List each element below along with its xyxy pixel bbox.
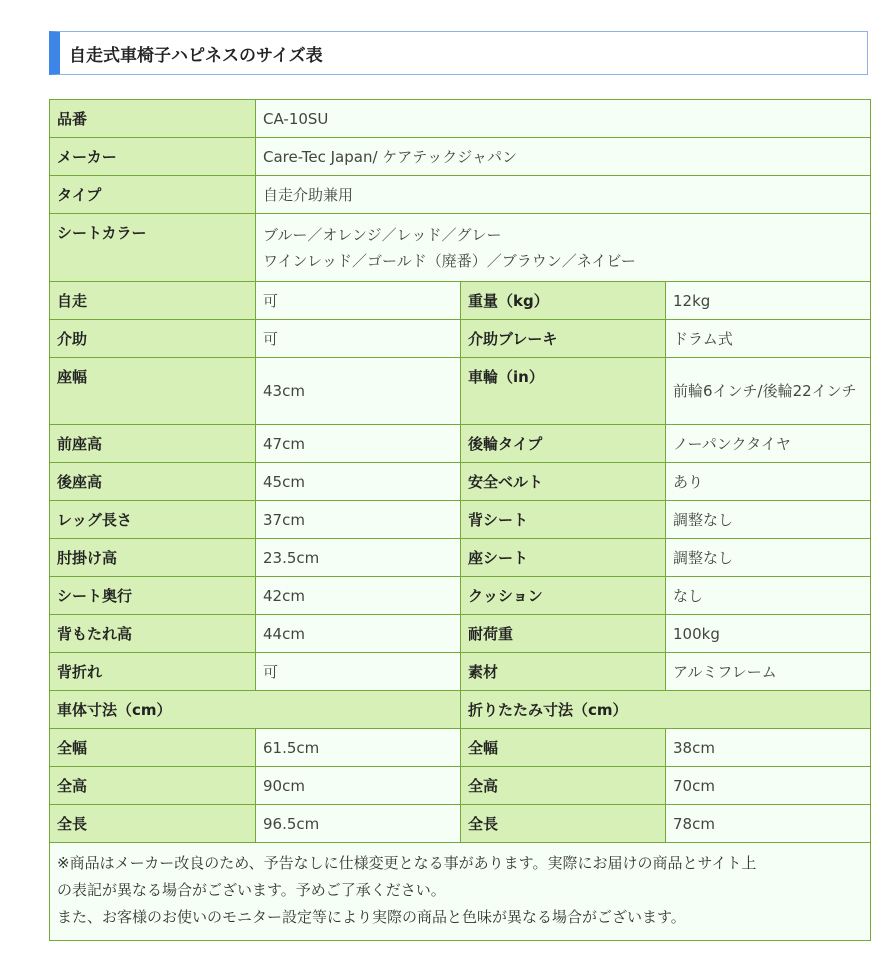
row-value: ノーパンクタイヤ bbox=[666, 425, 871, 463]
row-value: 61.5cm bbox=[256, 729, 461, 767]
row-label: レッグ長さ bbox=[50, 501, 256, 539]
row-value: 47cm bbox=[256, 425, 461, 463]
row-label: 自走 bbox=[50, 282, 256, 320]
notes-cell bbox=[50, 843, 871, 941]
row-value: 自走介助兼用 bbox=[256, 176, 871, 214]
row-value: 42cm bbox=[256, 577, 461, 615]
row-value: 調整なし bbox=[666, 501, 871, 539]
row-value: Care-Tec Japan/ ケアテックジャパン bbox=[256, 138, 871, 176]
row-value: ドラム式 bbox=[666, 320, 871, 358]
folded-dimension-header: 折りたたみ寸法（cm） bbox=[461, 691, 871, 729]
table-row bbox=[50, 463, 871, 501]
row-value: 37cm bbox=[256, 501, 461, 539]
row-label: 素材 bbox=[461, 653, 666, 691]
table-row bbox=[50, 729, 871, 767]
row-label: 前座高 bbox=[50, 425, 256, 463]
row-value: CA-10SU bbox=[256, 100, 871, 138]
table-row bbox=[50, 138, 871, 176]
row-label: 後輪タイプ bbox=[461, 425, 666, 463]
row-value: 可 bbox=[256, 282, 461, 320]
row-value: 23.5cm bbox=[256, 539, 461, 577]
table-row bbox=[50, 282, 871, 320]
table-row bbox=[50, 767, 871, 805]
row-label: シート奥行 bbox=[50, 577, 256, 615]
row-value: 38cm bbox=[666, 729, 871, 767]
row-value: 100kg bbox=[666, 615, 871, 653]
row-label: 肘掛け高 bbox=[50, 539, 256, 577]
row-label: 介助 bbox=[50, 320, 256, 358]
row-value: 96.5cm bbox=[256, 805, 461, 843]
size-table bbox=[49, 99, 871, 941]
row-label: 介助ブレーキ bbox=[461, 320, 666, 358]
table-row bbox=[50, 805, 871, 843]
row-label: シートカラー bbox=[50, 214, 256, 282]
row-label: クッション bbox=[461, 577, 666, 615]
table-row bbox=[50, 539, 871, 577]
row-value: 44cm bbox=[256, 615, 461, 653]
table-row bbox=[50, 615, 871, 653]
row-value: 調整なし bbox=[666, 539, 871, 577]
table-row bbox=[50, 501, 871, 539]
row-value: 前輪6インチ/後輪22インチ bbox=[666, 358, 871, 425]
row-label: 重量（kg） bbox=[461, 282, 666, 320]
row-label: 背折れ bbox=[50, 653, 256, 691]
table-row bbox=[50, 100, 871, 138]
table-row bbox=[50, 214, 871, 282]
table-row bbox=[50, 176, 871, 214]
row-label: 後座高 bbox=[50, 463, 256, 501]
row-value: 45cm bbox=[256, 463, 461, 501]
row-label: 全幅 bbox=[50, 729, 256, 767]
seat-color-line: ワインレッド／ゴールド（廃番）／ブラウン／ネイビー bbox=[263, 251, 636, 270]
table-row bbox=[50, 320, 871, 358]
row-label: 背シート bbox=[461, 501, 666, 539]
row-value: なし bbox=[666, 577, 871, 615]
table-row bbox=[50, 577, 871, 615]
row-value: 12kg bbox=[666, 282, 871, 320]
row-value: あり bbox=[666, 463, 871, 501]
dimension-header-row bbox=[50, 691, 871, 729]
row-label: 全長 bbox=[50, 805, 256, 843]
row-label: 全幅 bbox=[461, 729, 666, 767]
row-value: 可 bbox=[256, 320, 461, 358]
page-title: 自走式車椅子ハピネスのサイズ表 bbox=[49, 31, 868, 75]
note-line: また、お客様のお使いのモニター設定等により実際の商品と色味が異なる場合がございます。 bbox=[57, 908, 686, 926]
row-label: 車輪（in） bbox=[461, 358, 666, 425]
row-label: 全長 bbox=[461, 805, 666, 843]
table-row bbox=[50, 425, 871, 463]
row-value: 90cm bbox=[256, 767, 461, 805]
note-line: の表記が異なる場合がございます。予めご了承ください。 bbox=[57, 881, 446, 899]
row-label: 座シート bbox=[461, 539, 666, 577]
table-row bbox=[50, 653, 871, 691]
table-row bbox=[50, 358, 871, 425]
row-label: 品番 bbox=[50, 100, 256, 138]
notes-row bbox=[50, 843, 871, 941]
row-value: 70cm bbox=[666, 767, 871, 805]
row-label: 耐荷重 bbox=[461, 615, 666, 653]
note-line: ※商品はメーカー改良のため、予告なしに仕様変更となる事があります。実際にお届けの商品とサイト上 bbox=[57, 854, 757, 872]
row-label: 全高 bbox=[461, 767, 666, 805]
row-label: タイプ bbox=[50, 176, 256, 214]
row-label: メーカー bbox=[50, 138, 256, 176]
row-value: 可 bbox=[256, 653, 461, 691]
seat-color-value bbox=[256, 214, 871, 282]
body-dimension-header: 車体寸法（cm） bbox=[50, 691, 461, 729]
row-label: 背もたれ高 bbox=[50, 615, 256, 653]
seat-color-line: ブルー／オレンジ／レッド／グレー bbox=[263, 225, 502, 244]
row-value: 78cm bbox=[666, 805, 871, 843]
row-value: 43cm bbox=[256, 358, 461, 425]
row-label: 安全ベルト bbox=[461, 463, 666, 501]
row-value: アルミフレーム bbox=[666, 653, 871, 691]
row-label: 全高 bbox=[50, 767, 256, 805]
row-label: 座幅 bbox=[50, 358, 256, 425]
